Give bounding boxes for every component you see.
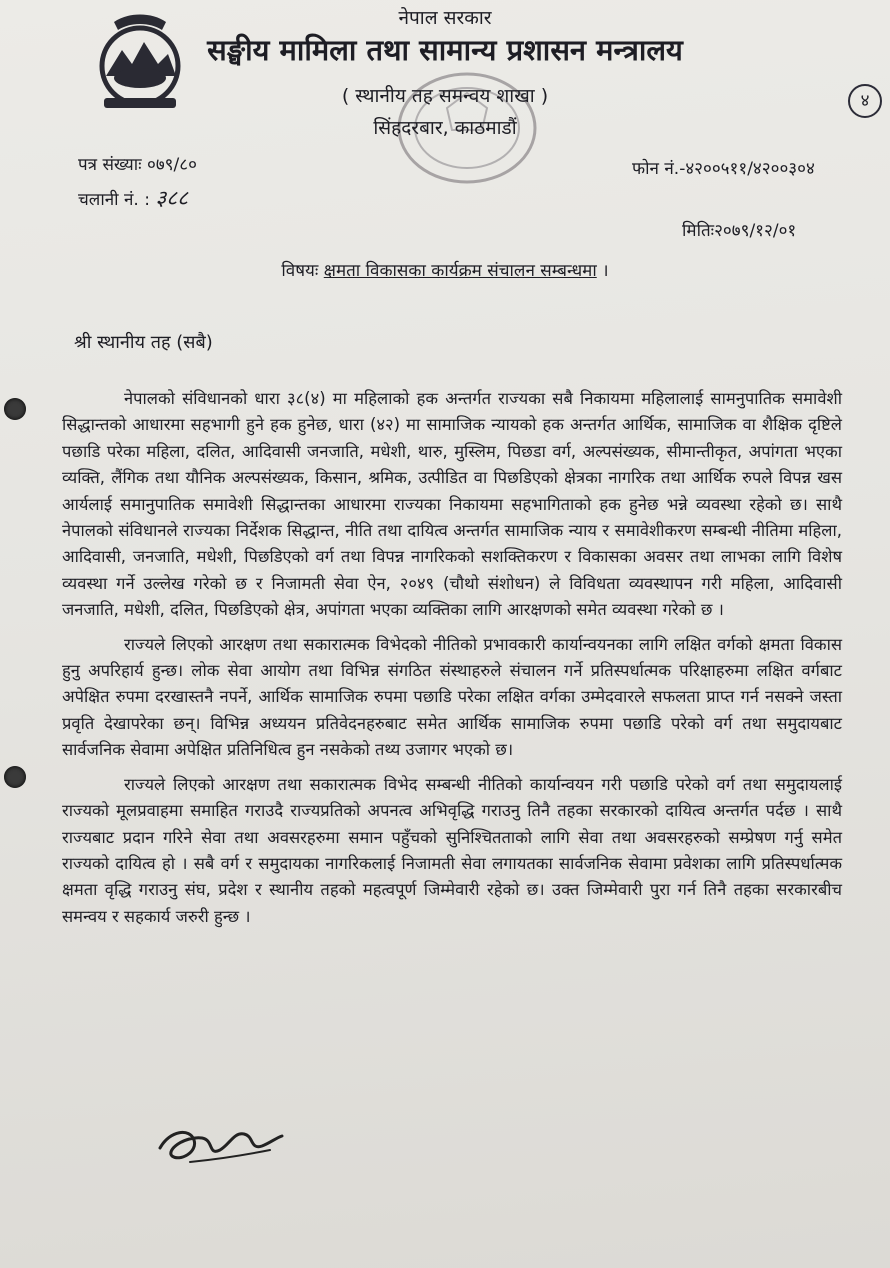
subject-text: क्षमता विकासका कार्यक्रम संचालन सम्बन्धमा xyxy=(323,261,597,281)
body-paragraph: राज्यले लिएको आरक्षण तथा सकारात्मक विभेद सम्बन्धी नीतिको कार्यान्वयन गरी पछाडि परेको वर्ग तथा समुदायलाई राज्यको मूलप्रवाहमा समाहित गराउदै राज्यप्रतिको अपनत्व अभिवृद्धि गराउनु तिनै तहका सरकारको दायित्व अन्तर्गत पर्दछ । साथै राज्यबाट प्रदान गरिने सेवा तथा अवसरहरुमा समान पहुँचको सुनिश्चितताको लागि सेवा तथा अवसरहरुको सम्प्रेषण गर्नु समेत राज्यको दायित्व हो । सबै वर्ग र समुदायका नागरिकलाई निजामती सेवा लगायतका सार्वजनिक सेवामा प्रवेशका लागि प्रतिस्पर्धात्मक क्षमता वृद्धि गराउनु संघ, प्रदेश र स्थानीय तहको महत्वपूर्ण जिम्मेवारी रहेको छ। उक्त जिम्मेवारी पुरा गर्न तिनै तहका सरकारबीच समन्वय र सहकार्य जरुरी हुन्छ । xyxy=(62,774,842,926)
government-name: नेपाल सरकार xyxy=(398,7,492,29)
branch-name: ( स्थानीय तह समन्वय शाखा ) xyxy=(341,85,549,107)
dispatch-number xyxy=(78,184,188,212)
letter-number xyxy=(78,152,197,175)
salutation: श्री स्थानीय तह (सबै) xyxy=(74,332,213,353)
body-paragraph: राज्यले लिएको आरक्षण तथा सकारात्मक विभेदको नीतिको प्रभावकारी कार्यान्वयनका लागि लक्षित वर्गको क्षमता विकास हुनु अपरिहार्य हुन्छ। लोक सेवा आयोग तथा विभिन्न संगठित संस्थाहरुले संचालन गर्ने प्रतिस्पर्धात्मक परिक्षाहरुमा लक्षित वर्गबाट अपेक्षित रुपमा दरखास्तनै नपर्ने, आर्थिक सामाजिक रुपमा पछाडि परेका लक्षित वर्गका उम्मेदवारले सफलता प्राप्त गर्न नसक्ने जस्ता प्रवृति देखापरेका छन्। विभिन्न अध्ययन प्रतिवेदनहरुबाट समेत आर्थिक सामाजिक रुपमा पछाडि परेको वर्ग तथा समुदायबाट सार्वजनिक सेवामा अपेक्षित प्रतिनिधित्व हुन नसकेको तथ्य उजागर भएको छ। xyxy=(62,634,842,760)
page-number-marker: ४ xyxy=(848,84,882,118)
signature xyxy=(150,1110,290,1180)
phone-number: फोन नं.-४२००५११/४२००३०४ xyxy=(632,159,815,179)
ministry-name: सङ्घीय मामिला तथा सामान्य प्रशासन मन्त्रालय xyxy=(207,33,683,67)
punch-hole xyxy=(4,398,26,420)
dispatch-number-label: चलानी नं. : xyxy=(78,190,150,210)
letter-body xyxy=(62,386,842,938)
letter-date: मितिः२०७९/१२/०१ xyxy=(682,221,797,241)
punch-hole xyxy=(4,766,26,788)
letter-number-label: पत्र संख्याः xyxy=(78,155,142,175)
letter-number-value: ०७९/८० xyxy=(146,155,197,175)
subject-end: । xyxy=(602,261,609,281)
subject-line xyxy=(0,258,890,281)
body-paragraph: नेपालको संविधानको धारा ३८(४) मा महिलाको हक अन्तर्गत राज्यका सबै निकायमा महिलालाई सामनुपातिक समावेशी सिद्धान्तको आधारमा सहभागी हुने हक हुनेछ, धारा (४२) मा सामाजिक न्यायको हक अन्तर्गत आर्थिक, सामाजिक वा शैक्षिक दृष्टिले पछाडि परेका महिला, दलित, आदिवासी जनजाति, मधेशी, थारु, मुस्लिम, पिछडा वर्ग, अल्पसंख्यक, सीमान्तीकृत, अपांगता भएका व्यक्ति, लैंगिक तथा यौनिक अल्पसंख्यक, किसान, श्रमिक, उत्पीडित वा पिछडिएको क्षेत्रका नागरिक तथा आर्थिक रुपले विपन्न खस आर्यलाई समानुपातिक समावेशी सिद्धान्तका आधारमा राज्यका निकायमा सहभागिताको हक हुनेछ भन्ने व्यवस्था रहेको छ। साथै नेपालको संविधानले राज्यका निर्देशक सिद्धान्त, नीति तथा दायित्व अन्तर्गत सामाजिक न्याय र समावेशीकरण सम्बन्धी नीतिमा महिला, आदिवासी, जनजाति, मधेशी, पिछडिएको वर्ग तथा विपन्न नागरिकको सशक्तिकरण र विकासका अवसर तथा लाभका लागि विशेष व्यवस्था गर्ने उल्लेख गरेको छ र निजामती सेवा ऐन, २०४९ (चौथो संशोधन) ले विविधता व्यवस्थापन गरी महिला, आदिवासी जनजाति, मधेशी, दलित, पिछडिएको क्षेत्र, अपांगता भएका व्यक्तिका लागि आरक्षणको समेत व्यवस्था गरेको छ । xyxy=(62,389,842,620)
subject-label: विषयः xyxy=(281,261,319,281)
office-location: सिंहदरबार, काठमाडौं xyxy=(373,117,517,139)
dispatch-number-value: ३८८ xyxy=(155,186,189,210)
